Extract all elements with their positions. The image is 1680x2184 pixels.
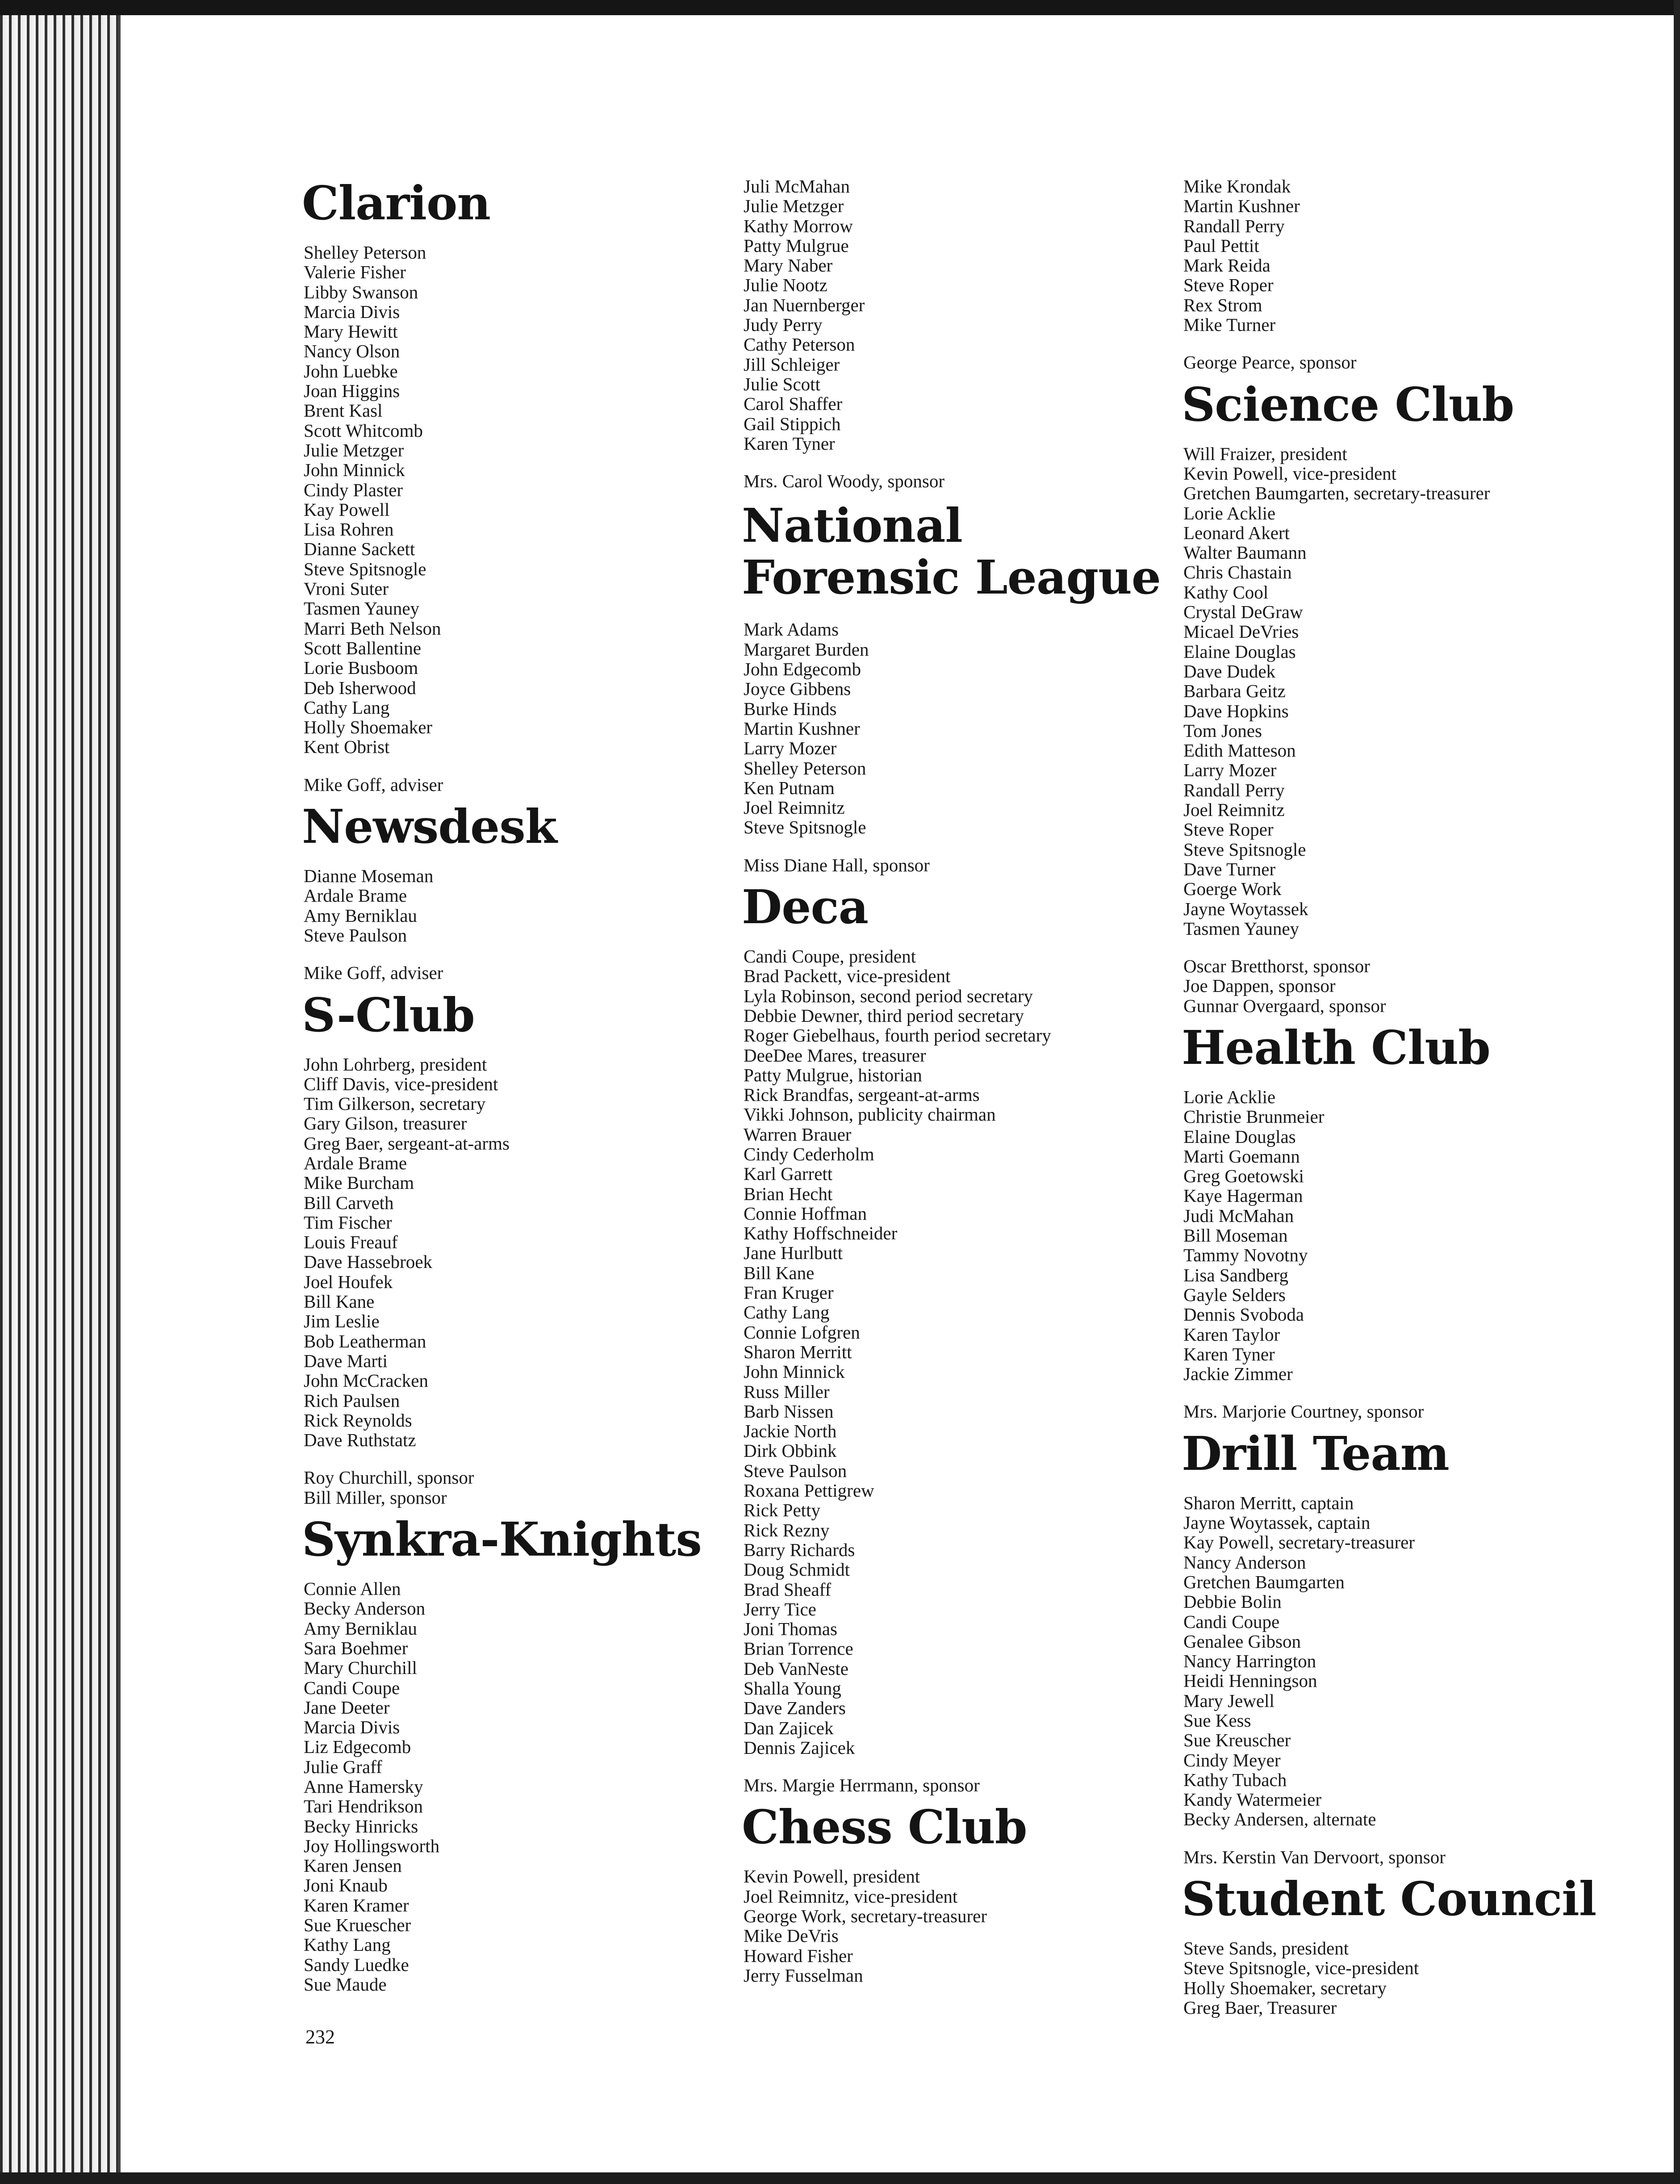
member-name: Nancy Harrington (1183, 1651, 1316, 1672)
sponsor-name: George Pearce, sponsor (1183, 352, 1357, 373)
member-name: Cindy Cederholm (744, 1143, 874, 1164)
member-name: Dave Ruthstatz (304, 1430, 416, 1451)
club-section (302, 799, 715, 983)
member-list (744, 946, 1190, 1757)
member-name: DeeDee Mares, treasurer (744, 1045, 926, 1066)
member-name: Elaine Douglas (1183, 641, 1296, 662)
member-name: Steve Spitsnogle (304, 558, 426, 579)
member-name: Mary Churchill (304, 1657, 417, 1678)
sponsor-credit (1183, 956, 1666, 1016)
member-name: Steve Spitsnogle (1183, 839, 1306, 860)
club-heading: Deca (742, 879, 869, 935)
club-heading: S-Club (302, 987, 475, 1042)
member-name: Ken Putnam (744, 777, 835, 798)
club-section (744, 176, 1190, 491)
member-name: Kay Powell (304, 499, 390, 520)
member-name: Gretchen Baumgarten (1183, 1571, 1345, 1592)
member-name: Gretchen Baumgarten, secretary-treasurer (1183, 483, 1490, 504)
member-name: Brad Sheaff (744, 1579, 832, 1600)
club-heading: Clarion (302, 176, 490, 230)
member-name: Steve Paulson (304, 925, 407, 946)
member-name: Barbara Geitz (1183, 681, 1286, 702)
member-name: Jayne Woytassek (1183, 898, 1308, 919)
member-name: Candi Coupe (304, 1677, 400, 1698)
scan-top-border (0, 0, 1680, 15)
member-name: Kathy Cool (1183, 582, 1269, 602)
member-name: Kay Powell, secretary-treasurer (1183, 1532, 1415, 1553)
member-name: Crystal DeGraw (1183, 602, 1303, 623)
member-name: Judy Perry (744, 314, 823, 335)
member-name: Bill Carveth (304, 1192, 394, 1213)
member-name: George Work, secretary-treasurer (744, 1906, 987, 1927)
member-list (744, 1866, 1190, 1985)
member-name: Cathy Lang (744, 1302, 830, 1323)
member-name: Dianne Moseman (304, 866, 434, 887)
member-name: Connie Hoffman (744, 1203, 867, 1224)
member-name: Jan Nuernberger (744, 294, 865, 315)
member-name: Shelley Peterson (744, 757, 866, 778)
member-name: Becky Hinricks (304, 1816, 418, 1837)
member-name: Jerry Tice (744, 1598, 816, 1619)
member-name: Edith Matteson (1183, 740, 1296, 761)
club-heading: Drill Team (1182, 1426, 1449, 1481)
member-name: Dianne Sackett (304, 539, 415, 560)
member-name: Goerge Work (1183, 879, 1282, 900)
scan-right-border (1674, 0, 1680, 2184)
member-list (744, 176, 1190, 453)
member-name: Karen Tyner (744, 433, 835, 454)
member-name: Cindy Plaster (304, 479, 403, 500)
member-name: Becky Andersen, alternate (1183, 1809, 1376, 1830)
member-name: Barb Nissen (744, 1401, 834, 1422)
member-name: Jill Schleiger (744, 354, 840, 375)
sponsor-name: Oscar Bretthorst, sponsor (1183, 956, 1370, 977)
member-list (304, 1054, 715, 1450)
member-name: Steve Spitsnogle (744, 817, 866, 838)
club-section (1182, 1020, 1666, 1422)
member-name: Shalla Young (744, 1678, 841, 1699)
member-name: Kaye Hagerman (1183, 1185, 1303, 1206)
sponsor-credit (304, 963, 715, 983)
member-name: Karen Jensen (304, 1855, 402, 1876)
member-name: Mark Adams (744, 619, 839, 640)
member-name: Marti Goemann (1183, 1146, 1300, 1167)
column-1 (304, 176, 715, 1994)
member-name: Julie Metzger (744, 196, 844, 217)
member-name: Larry Mozer (1183, 760, 1277, 781)
member-name: Carol Shaffer (744, 393, 843, 414)
member-name: Julie Nootz (744, 275, 827, 296)
page-number: 232 (305, 2026, 335, 2048)
member-name: Marri Beth Nelson (304, 618, 441, 639)
member-name: Warren Brauer (744, 1124, 852, 1145)
club-heading: Newsdesk (302, 799, 557, 854)
member-name: Connie Allen (304, 1578, 401, 1599)
member-name: Sue Kreuscher (1183, 1730, 1291, 1751)
sponsor-name: Joe Dappen, sponsor (1183, 975, 1336, 996)
member-name: Sandy Luedke (304, 1954, 409, 1975)
member-name: John McCracken (304, 1370, 428, 1391)
member-name: Brent Kasl (304, 400, 383, 421)
member-name: Steve Roper (1183, 275, 1274, 296)
member-name: Dennis Svoboda (1183, 1304, 1304, 1325)
member-name: Shelley Peterson (304, 242, 426, 263)
member-name: Dave Hopkins (1183, 700, 1289, 721)
member-list (304, 1579, 715, 1994)
member-name: Margaret Burden (744, 639, 869, 660)
member-name: Dan Zajicek (744, 1717, 834, 1738)
member-name: Kandy Watermeier (1183, 1789, 1322, 1810)
member-name: Sharon Merritt, captain (1183, 1492, 1354, 1513)
member-name: Rex Strom (1183, 294, 1262, 315)
member-name: Libby Swanson (304, 281, 418, 302)
sponsor-credit (1183, 1402, 1666, 1421)
club-section (302, 1512, 715, 1995)
member-name: Jayne Woytassek, captain (1183, 1512, 1371, 1533)
member-name: Tammy Novotny (1183, 1245, 1308, 1266)
member-name: Rick Rezny (744, 1519, 830, 1540)
member-name: Tari Hendrikson (304, 1796, 423, 1817)
member-name: Joni Thomas (744, 1619, 837, 1640)
member-name: Debbie Dewner, third period secretary (744, 1005, 1024, 1026)
member-name: Greg Goetowski (1183, 1166, 1304, 1187)
member-name: John Luebke (304, 360, 398, 381)
member-name: Scott Ballentine (304, 637, 422, 658)
member-name: Joy Hollingsworth (304, 1835, 440, 1856)
sponsor-name: Gunnar Overgaard, sponsor (1183, 995, 1386, 1016)
member-name: Scott Whitcomb (304, 420, 423, 441)
member-name: Mary Hewitt (304, 321, 398, 342)
sponsor-credit (304, 775, 715, 795)
member-list (744, 619, 1190, 837)
member-name: Kevin Powell, vice-president (1183, 463, 1397, 484)
member-name: Juli McMahan (744, 176, 850, 197)
member-name: Tim Fischer (304, 1212, 392, 1233)
member-name: Walter Baumann (1183, 542, 1307, 563)
member-name: Rick Reynolds (304, 1410, 412, 1431)
sponsor-credit (1183, 352, 1666, 372)
member-name: Dirk Obbink (744, 1440, 837, 1461)
member-name: Genalee Gibson (1183, 1631, 1301, 1652)
member-name: Steve Roper (1183, 819, 1274, 840)
member-name: Sue Kruescher (304, 1915, 411, 1936)
member-name: Barry Richards (744, 1539, 855, 1560)
sponsor-name: Miss Diane Hall, sponsor (744, 854, 930, 875)
sponsor-name: Mrs. Marjorie Courtney, sponsor (1183, 1401, 1424, 1422)
member-name: Dennis Zajicek (744, 1737, 855, 1758)
member-list (304, 243, 715, 757)
member-name: Sara Boehmer (304, 1637, 408, 1658)
member-name: Vroni Suter (304, 578, 389, 599)
member-name: Cathy Lang (304, 697, 390, 718)
member-name: Dave Marti (304, 1350, 388, 1371)
member-list (304, 866, 715, 945)
member-name: Dave Dudek (1183, 661, 1276, 682)
member-name: Joel Reimnitz, vice-president (744, 1886, 958, 1907)
member-name: John Minnick (304, 460, 405, 481)
member-name: Cliff Davis, vice-president (304, 1073, 498, 1094)
member-name: Lorie Acklie (1183, 1086, 1276, 1107)
member-list (1183, 1493, 1666, 1829)
member-name: Mary Jewell (1183, 1690, 1275, 1711)
member-name: Christie Brunmeier (1183, 1106, 1325, 1127)
sponsor-name: Bill Miller, sponsor (304, 1487, 447, 1508)
member-name: Mary Naber (744, 255, 833, 276)
club-heading: National Forensic League (742, 498, 1161, 605)
member-name: Patty Mulgrue (744, 235, 849, 256)
member-name: Karen Taylor (1183, 1324, 1280, 1345)
member-name: Mike Krondak (1183, 176, 1291, 197)
member-name: Jane Hurlbutt (744, 1243, 843, 1264)
member-name: Deb VanNeste (744, 1658, 848, 1679)
club-heading: Science Club (1182, 377, 1514, 432)
member-name: Nancy Anderson (1183, 1552, 1306, 1573)
member-name: Steve Paulson (744, 1460, 847, 1481)
book-page-edges (0, 0, 121, 2184)
member-name: Liz Edgecomb (304, 1736, 411, 1757)
member-name: Dave Hassebroek (304, 1251, 433, 1272)
member-name: Martin Kushner (1183, 196, 1300, 217)
member-name: Joel Reimnitz (744, 797, 845, 818)
member-name: Kevin Powell, president (744, 1866, 920, 1887)
sponsor-name: Mrs. Kerstin Van Dervoort, sponsor (1183, 1846, 1446, 1867)
member-name: Karen Tyner (1183, 1343, 1275, 1364)
member-name: Connie Lofgren (744, 1322, 860, 1343)
member-name: Karl Garrett (744, 1163, 833, 1184)
column-2 (744, 176, 1190, 1985)
member-list (1183, 1938, 1666, 2017)
member-list (1183, 444, 1666, 938)
member-name: Will Fraizer, president (1183, 443, 1347, 464)
member-name: Gail Stippich (744, 413, 841, 434)
club-heading: Synkra-Knights (302, 1512, 702, 1567)
member-name: Becky Anderson (304, 1598, 426, 1619)
member-name: John Lohrberg, president (304, 1054, 487, 1075)
member-name: Valerie Fisher (304, 262, 406, 283)
member-name: Debbie Bolin (1183, 1591, 1282, 1612)
member-name: Patty Mulgrue, historian (744, 1064, 922, 1085)
member-name: Roxana Pettigrew (744, 1480, 874, 1501)
member-name: Heidi Henningson (1183, 1670, 1317, 1691)
member-name: Sue Kess (1183, 1710, 1251, 1731)
club-section (1183, 176, 1666, 372)
member-name: Brian Hecht (744, 1183, 833, 1204)
member-name: Paul Pettit (1183, 235, 1259, 256)
member-name: Greg Baer, sergeant-at-arms (304, 1133, 510, 1154)
club-section (1182, 1871, 1666, 2018)
member-name: Anne Hamersky (304, 1776, 423, 1797)
member-name: Holly Shoemaker, secretary (1183, 1977, 1387, 1998)
member-name: Lisa Sandberg (1183, 1264, 1288, 1285)
club-section (302, 987, 715, 1508)
member-name: Steve Sands, president (1183, 1938, 1349, 1959)
club-heading: Student Council (1182, 1871, 1596, 1927)
member-name: Jackie North (744, 1421, 837, 1442)
member-name: Greg Baer, Treasurer (1183, 1997, 1337, 2018)
member-name: Marcia Divis (304, 301, 400, 322)
member-name: Mike DeVris (744, 1925, 839, 1946)
member-name: Brian Torrence (744, 1638, 853, 1659)
member-name: Candi Coupe, president (744, 946, 916, 967)
member-name: Rich Paulsen (304, 1390, 400, 1411)
member-name: Julie Scott (744, 373, 820, 394)
member-name: Dave Zanders (744, 1698, 846, 1719)
member-name: Jane Deeter (304, 1697, 390, 1718)
club-section (744, 500, 1190, 875)
member-name: John Edgecomb (744, 659, 861, 680)
sponsor-name: Roy Churchill, sponsor (304, 1467, 474, 1488)
club-section (1182, 1426, 1666, 1867)
member-name: Ardale Brame (304, 885, 407, 906)
member-name: Roger Giebelhaus, fourth period secretary (744, 1025, 1051, 1046)
member-name: Julie Metzger (304, 439, 404, 460)
member-name: Chris Chastain (1183, 562, 1292, 583)
member-name: Joni Knaub (304, 1875, 388, 1896)
sponsor-credit (744, 1775, 1190, 1795)
member-name: Ardale Brame (304, 1152, 407, 1173)
member-name: Louis Freauf (304, 1232, 398, 1253)
club-section (1182, 377, 1666, 1016)
member-name: Micael DeVries (1183, 621, 1299, 642)
member-name: Martin Kushner (744, 718, 860, 739)
member-name: Lorie Acklie (1183, 502, 1276, 523)
member-name: Mike Burcham (304, 1172, 414, 1193)
member-name: Julie Graff (304, 1756, 382, 1777)
club-section (742, 879, 1190, 1796)
member-name: Elaine Douglas (1183, 1126, 1296, 1147)
member-name: Nancy Olson (304, 341, 400, 362)
member-name: Larry Mozer (744, 738, 837, 759)
member-name: Sue Maude (304, 1974, 387, 1995)
scan-bottom-border (0, 2172, 1680, 2184)
sponsor-name: Mrs. Margie Herrmann, sponsor (744, 1775, 980, 1796)
member-name: Leonard Akert (1183, 522, 1290, 543)
member-name: Randall Perry (1183, 215, 1285, 236)
sponsor-credit (304, 1468, 715, 1507)
member-name: Howard Fisher (744, 1945, 853, 1966)
sponsor-name: Mike Goff, adviser (304, 774, 443, 795)
member-name: Judi McMahan (1183, 1205, 1294, 1226)
member-name: Rick Brandfas, sergeant-at-arms (744, 1084, 980, 1105)
member-name: Marcia Divis (304, 1717, 400, 1738)
column-3 (1183, 176, 1666, 2017)
member-name: Jackie Zimmer (1183, 1364, 1293, 1385)
member-name: Cindy Meyer (1183, 1749, 1281, 1770)
member-name: Joan Higgins (304, 381, 400, 402)
member-name: Joyce Gibbens (744, 678, 851, 699)
member-name: Lyla Robinson, second period secretary (744, 985, 1033, 1006)
club-heading: Health Club (1182, 1020, 1490, 1075)
sponsor-credit (744, 471, 1190, 491)
member-list (1183, 1087, 1666, 1384)
member-name: Kathy Lang (304, 1934, 391, 1955)
member-name: Kathy Morrow (744, 215, 853, 236)
member-name: Kathy Hoffschneider (744, 1223, 898, 1244)
member-name: Sharon Merritt (744, 1341, 852, 1362)
member-name: Kent Obrist (304, 736, 390, 757)
member-name: Karen Kramer (304, 1895, 409, 1916)
member-name: Candi Coupe (1183, 1611, 1280, 1632)
sponsor-credit (744, 855, 1190, 875)
member-name: Randall Perry (1183, 779, 1285, 800)
member-name: Dave Turner (1183, 858, 1276, 879)
member-name: Mark Reida (1183, 255, 1270, 276)
member-name: Joel Reimnitz (1183, 799, 1285, 820)
sponsor-credit (1183, 1847, 1666, 1867)
member-name: Gayle Selders (1183, 1284, 1286, 1305)
member-name: Lorie Busboom (304, 657, 418, 678)
member-name: Holly Shoemaker (304, 717, 433, 738)
member-name: Cathy Peterson (744, 334, 855, 355)
member-name: Jerry Fusselman (744, 1965, 863, 1986)
club-section (742, 1799, 1190, 1986)
member-name: Fran Kruger (744, 1282, 834, 1303)
member-name: Tasmen Yauney (1183, 918, 1300, 939)
member-name: Steve Spitsnogle, vice-president (1183, 1958, 1419, 1979)
member-name: Bob Leatherman (304, 1330, 426, 1351)
member-name: Tim Gilkerson, secretary (304, 1093, 486, 1114)
member-name: Tom Jones (1183, 720, 1262, 741)
member-name: Bill Kane (744, 1262, 815, 1283)
sponsor-name: Mike Goff, adviser (304, 962, 443, 983)
member-name: Amy Berniklau (304, 905, 417, 926)
member-name: Burke Hinds (744, 698, 837, 719)
member-name: Kathy Tubach (1183, 1769, 1287, 1790)
member-name: Vikki Johnson, publicity chairman (744, 1104, 996, 1125)
member-name: Tasmen Yauney (304, 598, 420, 619)
member-name: Jim Leslie (304, 1311, 380, 1332)
member-name: Amy Berniklau (304, 1618, 417, 1639)
sponsor-name: Mrs. Carol Woody, sponsor (744, 471, 944, 492)
member-name: Bill Kane (304, 1291, 375, 1312)
club-heading: Chess Club (742, 1799, 1027, 1855)
member-name: Russ Miller (744, 1381, 830, 1402)
member-name: Gary Gilson, treasurer (304, 1113, 467, 1134)
member-name: Rick Petty (744, 1500, 820, 1521)
member-name: Brad Packett, vice-president (744, 966, 951, 987)
member-name: John Minnick (744, 1361, 845, 1382)
member-list (1183, 176, 1666, 335)
member-name: Lisa Rohren (304, 519, 394, 540)
club-section (302, 176, 715, 795)
member-name: Doug Schmidt (744, 1559, 850, 1580)
member-name: Mike Turner (1183, 314, 1276, 335)
member-name: Joel Houfek (304, 1271, 393, 1292)
member-name: Deb Isherwood (304, 677, 416, 698)
member-name: Bill Moseman (1183, 1225, 1288, 1246)
